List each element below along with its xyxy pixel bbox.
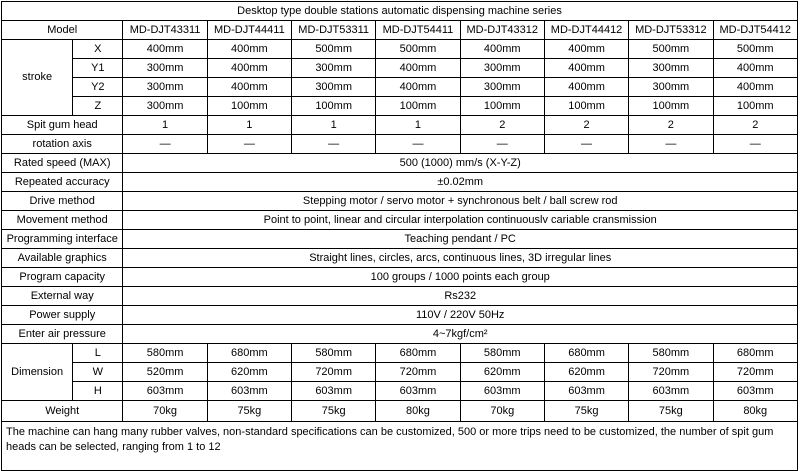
weight-value: 80kg	[713, 401, 798, 422]
stroke-value: 100mm	[629, 97, 713, 116]
spec-value: 110V / 220V 50Hz	[123, 306, 798, 325]
spec-label: Available graphics	[2, 249, 123, 268]
spit-gum-head-value: 1	[376, 116, 460, 135]
dimension-value: 580mm	[123, 344, 207, 363]
model-name: MD-DJT44412	[544, 21, 628, 40]
stroke-axis-label: Y2	[73, 78, 123, 97]
spec-row	[2, 268, 798, 287]
stroke-value: 500mm	[629, 40, 713, 59]
stroke-row	[2, 59, 798, 78]
dimension-label: Dimension	[2, 344, 73, 401]
dimension-value: 680mm	[544, 344, 628, 363]
model-name: MD-DJT53311	[292, 21, 376, 40]
dimension-value: 580mm	[629, 344, 713, 363]
stroke-value: 300mm	[123, 78, 207, 97]
weight-value: 75kg	[207, 401, 291, 422]
rotation-axis-value: —	[544, 135, 628, 154]
weight-value: 70kg	[460, 401, 544, 422]
dimension-row	[2, 363, 798, 382]
stroke-value: 500mm	[713, 40, 798, 59]
stroke-value: 300mm	[123, 59, 207, 78]
dimension-value: 603mm	[460, 382, 544, 401]
rotation-axis-value: —	[292, 135, 376, 154]
spec-row	[2, 249, 798, 268]
spit-gum-head-value: 2	[544, 116, 628, 135]
spec-label: External way	[2, 287, 123, 306]
stroke-value: 100mm	[376, 97, 460, 116]
stroke-value: 300mm	[292, 78, 376, 97]
weight-row	[2, 401, 798, 422]
stroke-row	[2, 78, 798, 97]
dimension-value: 620mm	[207, 363, 291, 382]
stroke-value: 100mm	[544, 97, 628, 116]
spec-value: 4~7kgf/cm²	[123, 325, 798, 344]
spec-row	[2, 211, 798, 230]
model-name: MD-DJT53312	[629, 21, 713, 40]
model-name: MD-DJT54411	[376, 21, 460, 40]
spec-label: Rated speed (MAX)	[2, 154, 123, 173]
stroke-axis-label: X	[73, 40, 123, 59]
dimension-value: 720mm	[292, 363, 376, 382]
stroke-value: 300mm	[460, 78, 544, 97]
stroke-value: 100mm	[460, 97, 544, 116]
dimension-value: 720mm	[713, 363, 798, 382]
dimension-value: 720mm	[629, 363, 713, 382]
spec-row	[2, 230, 798, 249]
rotation-axis-label: rotation axis	[2, 135, 123, 154]
stroke-row	[2, 97, 798, 116]
spit-gum-head-value: 2	[629, 116, 713, 135]
spit-gum-head-value: 1	[207, 116, 291, 135]
table-title: Desktop type double stations automatic dispensing machine series	[2, 2, 798, 21]
stroke-value: 100mm	[292, 97, 376, 116]
stroke-value: 500mm	[376, 40, 460, 59]
spec-label: Movement method	[2, 211, 123, 230]
spec-value: Teaching pendant / PC	[123, 230, 798, 249]
spec-label: Program capacity	[2, 268, 123, 287]
spec-value: 500 (1000) mm/s (X-Y-Z)	[123, 154, 798, 173]
spec-label: Power supply	[2, 306, 123, 325]
stroke-value: 300mm	[123, 97, 207, 116]
dimension-value: 620mm	[544, 363, 628, 382]
spec-value: Point to point, linear and circular interpolation continuouslv cariable cransmission	[123, 211, 798, 230]
dimension-value: 603mm	[376, 382, 460, 401]
stroke-value: 400mm	[123, 40, 207, 59]
weight-value: 75kg	[292, 401, 376, 422]
model-name: MD-DJT43312	[460, 21, 544, 40]
stroke-value: 100mm	[713, 97, 798, 116]
spec-value: ±0.02mm	[123, 173, 798, 192]
stroke-value: 400mm	[207, 59, 291, 78]
spec-label: Repeated accuracy	[2, 173, 123, 192]
stroke-value: 300mm	[460, 59, 544, 78]
stroke-label: stroke	[2, 40, 73, 116]
rotation-axis-value: —	[376, 135, 460, 154]
dimension-value: 603mm	[544, 382, 628, 401]
stroke-value: 400mm	[376, 59, 460, 78]
footnote: The machine can hang many rubber valves, non-standard specifications can be customized, 500 or more trips need to be customized, the number of spit gum heads can be selected, ranging from 1 to 12	[2, 422, 798, 471]
weight-label: Weight	[2, 401, 123, 422]
stroke-value: 400mm	[544, 40, 628, 59]
stroke-value: 400mm	[207, 78, 291, 97]
dimension-value: 580mm	[460, 344, 544, 363]
dimension-value: 603mm	[292, 382, 376, 401]
stroke-value: 300mm	[629, 59, 713, 78]
stroke-value: 300mm	[629, 78, 713, 97]
weight-value: 70kg	[123, 401, 207, 422]
dimension-row	[2, 382, 798, 401]
spec-row	[2, 192, 798, 211]
spec-value: Stepping motor / servo motor + synchronous belt / ball screw rod	[123, 192, 798, 211]
model-name: MD-DJT43311	[123, 21, 207, 40]
stroke-value: 500mm	[292, 40, 376, 59]
rotation-axis-row	[2, 135, 798, 154]
spec-value: Straight lines, circles, arcs, continuous lines, 3D irregular lines	[123, 249, 798, 268]
model-name: MD-DJT54412	[713, 21, 798, 40]
weight-value: 75kg	[629, 401, 713, 422]
stroke-value: 400mm	[544, 59, 628, 78]
spit-gum-head-value: 1	[292, 116, 376, 135]
spec-value: Rs232	[123, 287, 798, 306]
note-row	[2, 422, 798, 471]
spec-table	[1, 1, 798, 471]
rotation-axis-value: —	[207, 135, 291, 154]
dimension-value: 620mm	[460, 363, 544, 382]
dimension-value: 720mm	[376, 363, 460, 382]
dimension-value: 603mm	[713, 382, 798, 401]
rotation-axis-value: —	[123, 135, 207, 154]
dimension-value: 603mm	[207, 382, 291, 401]
spit-gum-head-value: 2	[713, 116, 798, 135]
spec-label: Drive method	[2, 192, 123, 211]
stroke-value: 400mm	[544, 78, 628, 97]
stroke-value: 400mm	[376, 78, 460, 97]
stroke-value: 400mm	[460, 40, 544, 59]
stroke-value: 400mm	[713, 59, 798, 78]
weight-value: 80kg	[376, 401, 460, 422]
stroke-value: 400mm	[713, 78, 798, 97]
dimension-value: 603mm	[629, 382, 713, 401]
title-row	[2, 2, 798, 21]
dimension-axis-label: H	[73, 382, 123, 401]
stroke-value: 300mm	[292, 59, 376, 78]
spec-label: Enter air pressure	[2, 325, 123, 344]
stroke-row	[2, 40, 798, 59]
spec-row	[2, 306, 798, 325]
dimension-row	[2, 344, 798, 363]
spec-row	[2, 287, 798, 306]
spit-gum-head-value: 1	[123, 116, 207, 135]
dimension-axis-label: W	[73, 363, 123, 382]
spec-value: 100 groups / 1000 points each group	[123, 268, 798, 287]
stroke-axis-label: Z	[73, 97, 123, 116]
dimension-value: 603mm	[123, 382, 207, 401]
dimension-value: 580mm	[292, 344, 376, 363]
stroke-value: 400mm	[207, 40, 291, 59]
stroke-value: 100mm	[207, 97, 291, 116]
spec-row	[2, 154, 798, 173]
weight-value: 75kg	[544, 401, 628, 422]
spec-row	[2, 173, 798, 192]
spit-gum-head-row	[2, 116, 798, 135]
dimension-value: 680mm	[713, 344, 798, 363]
spit-gum-head-label: Spit gum head	[2, 116, 123, 135]
spit-gum-head-value: 2	[460, 116, 544, 135]
dimension-axis-label: L	[73, 344, 123, 363]
spec-label: Programming interface	[2, 230, 123, 249]
model-row	[2, 21, 798, 40]
dimension-value: 680mm	[207, 344, 291, 363]
rotation-axis-value: —	[460, 135, 544, 154]
model-label: Model	[2, 21, 123, 40]
stroke-axis-label: Y1	[73, 59, 123, 78]
dimension-value: 680mm	[376, 344, 460, 363]
rotation-axis-value: —	[629, 135, 713, 154]
spec-row	[2, 325, 798, 344]
rotation-axis-value: —	[713, 135, 798, 154]
dimension-value: 520mm	[123, 363, 207, 382]
model-name: MD-DJT44411	[207, 21, 291, 40]
